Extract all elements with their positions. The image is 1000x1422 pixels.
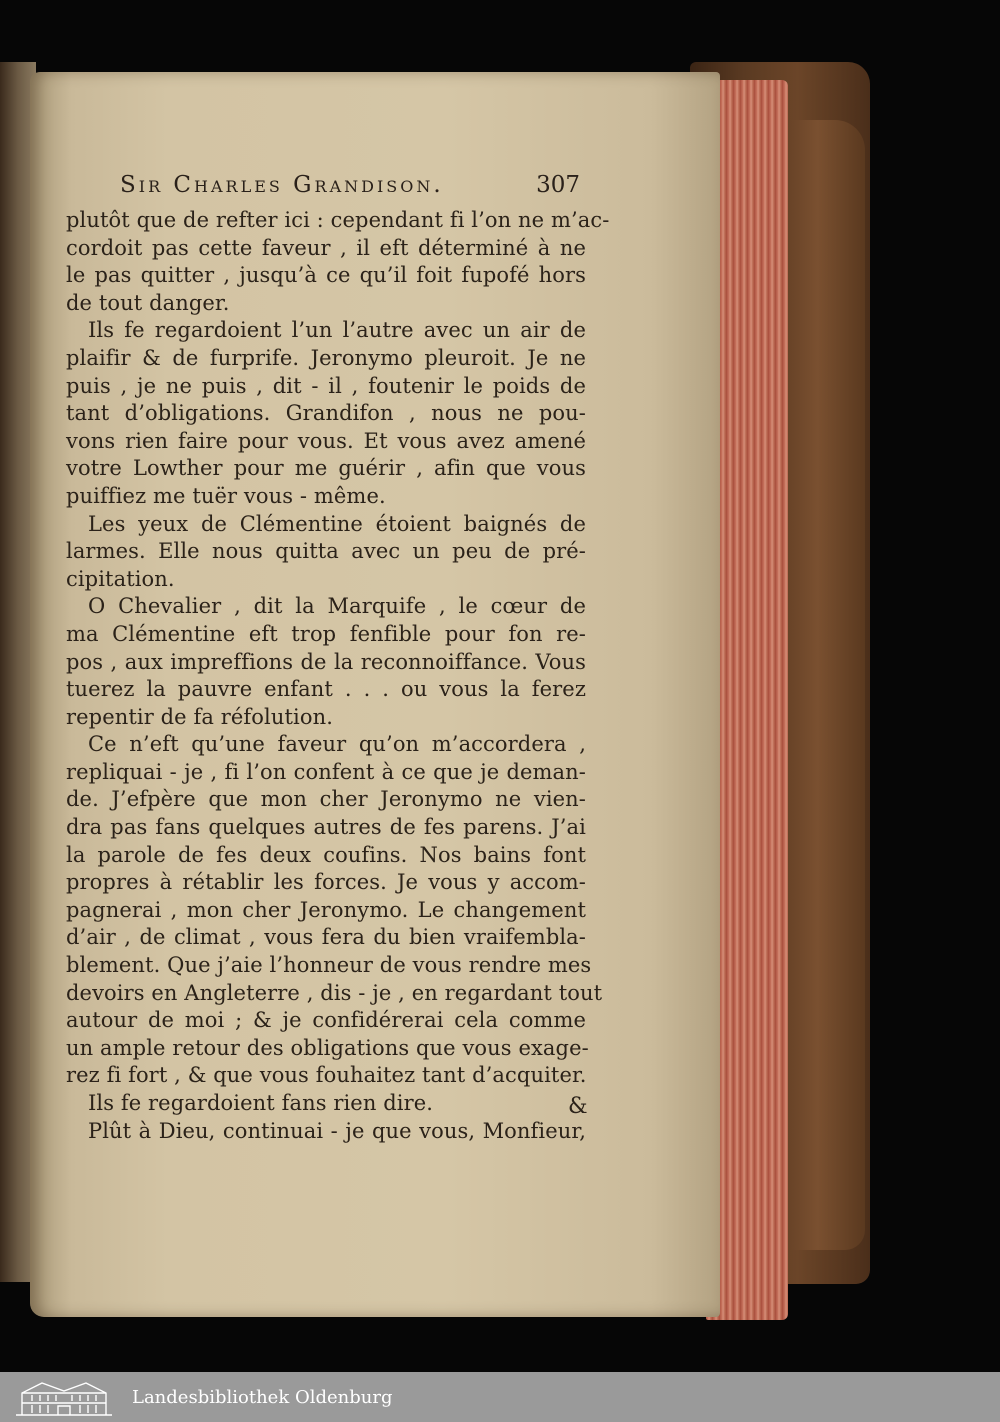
text-line: de tout danger. [66,290,230,315]
text-line: larmes. Elle nous quitta avec un peu de pré- [66,539,586,564]
text-line: blement. Que j’aie l’honneur de vous rendre mes [66,953,592,978]
text-line: plutôt que de refter ici : cependant fi l’on ne m’ac- [66,208,610,232]
text-line: devoirs en Angleterre , dis - je , en regardant tout [66,980,603,1005]
text-line: d’air , de climat , vous fera du bien vraifembla- [66,925,586,950]
text-line: vons rien faire pour vous. Et vous avez amené [66,428,586,453]
text-line: pos , aux impreffions de la reconnoiffance. Vous [66,649,586,674]
text-line: cordoit pas cette faveur , il eft déterminé à ne [66,235,586,260]
text-line: Plût à Dieu, continuai - je que vous, Monfieur, [88,1118,586,1143]
text-line: tuerez la pauvre enfant . . . ou vous la ferez [66,677,586,702]
text-line: dra pas fans quelques autres de fes parens. J’ai [66,815,586,840]
text-line: puis , je ne puis , dit - il , foutenir le poids de [66,373,586,398]
text-line: Ils fe regardoient l’un l’autre avec un air de [88,318,586,343]
text-line: O Chevalier , dit la Marquife , le cœur de [88,594,586,619]
text-line: puiffiez me tuër vous - même. [66,483,386,508]
text-line: un ample retour des obligations que vous exage- [66,1035,589,1060]
footer-bar [0,1372,1000,1422]
text-line: pagnerai , mon cher Jeronymo. Le changement [66,897,586,922]
text-line: la parole de fes deux coufins. Nos bains font [66,842,586,867]
running-title: Sir Charles Grandison. [120,172,444,198]
page-number: 307 [536,172,580,198]
text-line: votre Lowther pour me guérir , afin que vous [66,456,586,481]
text-line: le pas quitter , jusqu’à ce qu’il foit fupofé hors [66,263,586,288]
catchword: & [568,1094,588,1119]
text-line: plaifir & de furprife. Jeronymo pleuroit. Je ne [66,345,586,370]
text-line: propres à rétablir les forces. Je vous y accom- [66,870,586,895]
text-line: ma Clémentine eft trop fenfible pour fon re- [66,621,586,646]
text-line: rez fi fort , & que vous fouhaitez tant d’acquiter. [66,1063,587,1088]
text-line: repliquai - je , fi l’on confent à ce que je deman- [66,759,586,784]
text-line: Ce n’eft qu’une faveur qu’on m’accordera , [88,732,586,757]
text-line: de. J’efpère que mon cher Jeronymo ne vien- [66,787,586,812]
text-line: tant d’obligations. Grandifon , nous ne pou- [66,401,586,426]
body-text [66,207,610,1145]
text-line: cipitation. [66,566,175,591]
text-line: Ils fe regardoient fans rien dire. [88,1091,434,1115]
text-line: Les yeux de Clémentine étoient baignés de [88,511,586,536]
text-line: autour de moi ; & je confidérerai cela comme [66,1008,586,1033]
library-name: Landesbibliothek Oldenburg [132,1386,393,1408]
library-building-icon [12,1377,116,1417]
running-head [120,172,580,198]
text-line: repentir de fa réfolution. [66,704,333,729]
